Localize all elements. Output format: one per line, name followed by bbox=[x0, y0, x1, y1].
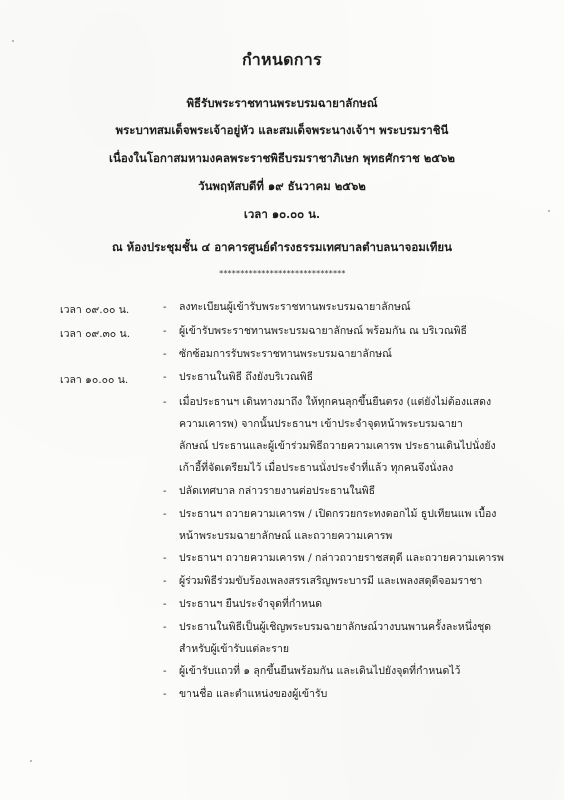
item-line: เก้าอี้ที่จัดเตรียมไว้ เมื่อประธานนั่งประจำที่แล้ว ทุกคนจึงนั่งลง bbox=[179, 462, 454, 474]
bullet-dash: - bbox=[163, 348, 167, 360]
bullet-dash: - bbox=[163, 371, 167, 383]
bullet-dash: - bbox=[163, 396, 167, 408]
bullet-dash: - bbox=[163, 485, 167, 497]
bullet-dash: - bbox=[163, 552, 167, 564]
schedule-time: เวลา ๐๙.๓๐ น. bbox=[60, 328, 131, 340]
item-line: สำหรับผู้เข้ารับแต่ละราย bbox=[179, 643, 289, 655]
item-line: ลงทะเบียนผู้เข้ารับพระราชทานพระบรมฉายาลักษณ์ bbox=[179, 301, 411, 313]
schedule-time: เวลา ๐๙.๐๐ น. bbox=[60, 304, 130, 316]
item-line: ประธานฯ ถวายความเคารพ / เปิดกรวยกระทงดอกไม้ ธูปเทียนแพ เบื้อง bbox=[179, 508, 497, 520]
schedule-item bbox=[179, 660, 519, 682]
schedule-item bbox=[179, 391, 519, 479]
item-line: ซักซ้อมการรับพระราชทานพระบรมฉายาลักษณ์ bbox=[179, 348, 392, 360]
document-title: กำหนดการ bbox=[242, 50, 322, 69]
bullet-dash: - bbox=[163, 621, 167, 633]
divider-stars: ****************************** bbox=[218, 269, 346, 278]
item-line: ความเคารพ) จากนั้นประธานฯ เข้าประจำจุดหน้าพระบรมฉายา bbox=[179, 418, 463, 430]
item-line: ผู้ร่วมพิธีร่วมขับร้องเพลงสรรเสริญพระบารมี และเพลงสดุดีจอมราชา bbox=[179, 575, 483, 587]
occasion-line: เนื่องในโอกาสมหามงคลพระราชพิธีบรมราชาภิเษก พุทธศักราช ๒๕๖๒ bbox=[109, 151, 455, 165]
royal-names: พระบาทสมเด็จพระเจ้าอยู่หัว และสมเด็จพระนางเจ้าฯ พระบรมราชินี bbox=[115, 123, 449, 137]
schedule-item bbox=[179, 343, 519, 365]
bullet-dash: - bbox=[163, 665, 167, 677]
schedule-item bbox=[179, 593, 519, 615]
schedule-time: เวลา ๑๐.๐๐ น. bbox=[60, 374, 129, 386]
bullet-dash: - bbox=[163, 508, 167, 520]
item-line: ลักษณ์ ประธานและผู้เข้าร่วมพิธีถวายความเคารพ ประธานเดินไปนั่งยัง bbox=[179, 440, 496, 452]
bullet-dash: - bbox=[163, 325, 167, 337]
ceremony-name: พิธีรับพระราชทานพระบรมฉายาลักษณ์ bbox=[186, 96, 378, 110]
time-line: เวลา ๑๐.๐๐ น. bbox=[243, 207, 321, 221]
item-line: ประธานในพิธีเป็นผู้เชิญพระบรมฉายาลักษณ์วางบนพานครั้งละหนึ่งชุด bbox=[179, 621, 492, 633]
scan-speck bbox=[30, 760, 32, 762]
venue-line: ณ ห้องประชุมชั้น ๔ อาคารศูนย์ดำรงธรรมเทศบาลตำบลนาจอมเทียน bbox=[112, 240, 452, 254]
item-line: หน้าพระบรมฉายาลักษณ์ และถวายความเคารพ bbox=[179, 530, 393, 542]
bullet-dash: - bbox=[163, 301, 167, 313]
schedule-item bbox=[179, 480, 519, 502]
scan-speck bbox=[12, 40, 14, 42]
item-line: ประธานฯ ถวายความเคารพ / กล่าวถวายราชสดุดี และถวายความเคารพ bbox=[179, 552, 504, 564]
schedule-item bbox=[179, 683, 519, 705]
bullet-dash: - bbox=[163, 688, 167, 700]
item-line: ประธานในพิธี ถึงยังบริเวณพิธี bbox=[179, 371, 314, 383]
schedule-item bbox=[179, 570, 519, 592]
date-line: วันพฤหัสบดีที่ ๑๙ ธันวาคม ๒๕๖๒ bbox=[198, 179, 366, 193]
item-line: เมื่อประธานฯ เดินทางมาถึง ให้ทุกคนลุกขึ้นยืนตรง (แต่ยังไม่ต้องแสดง bbox=[179, 396, 492, 408]
item-line: ประธานฯ ยืนประจำจุดที่กำหนด bbox=[179, 598, 323, 610]
bullet-dash: - bbox=[163, 575, 167, 587]
scan-speck bbox=[548, 210, 550, 212]
schedule-item bbox=[179, 547, 519, 569]
item-line: ปลัดเทศบาล กล่าวรายงานต่อประธานในพิธี bbox=[179, 485, 376, 497]
schedule-item bbox=[179, 503, 519, 547]
item-line: ผู้เข้ารับพระราชทานพระบรมฉายาลักษณ์ พร้อมกัน ณ บริเวณพิธี bbox=[179, 325, 467, 337]
item-line: ผู้เข้ารับแถวที่ ๑ ลุกขึ้นยืนพร้อมกัน และเดินไปยังจุดที่กำหนดไว้ bbox=[179, 665, 461, 677]
item-line: ขานชื่อ และตำแหน่งของผู้เข้ารับ bbox=[179, 688, 328, 700]
schedule-item bbox=[179, 320, 519, 342]
schedule-item bbox=[179, 366, 519, 388]
bullet-dash: - bbox=[163, 598, 167, 610]
schedule-item bbox=[179, 296, 519, 318]
schedule-item bbox=[179, 616, 519, 660]
